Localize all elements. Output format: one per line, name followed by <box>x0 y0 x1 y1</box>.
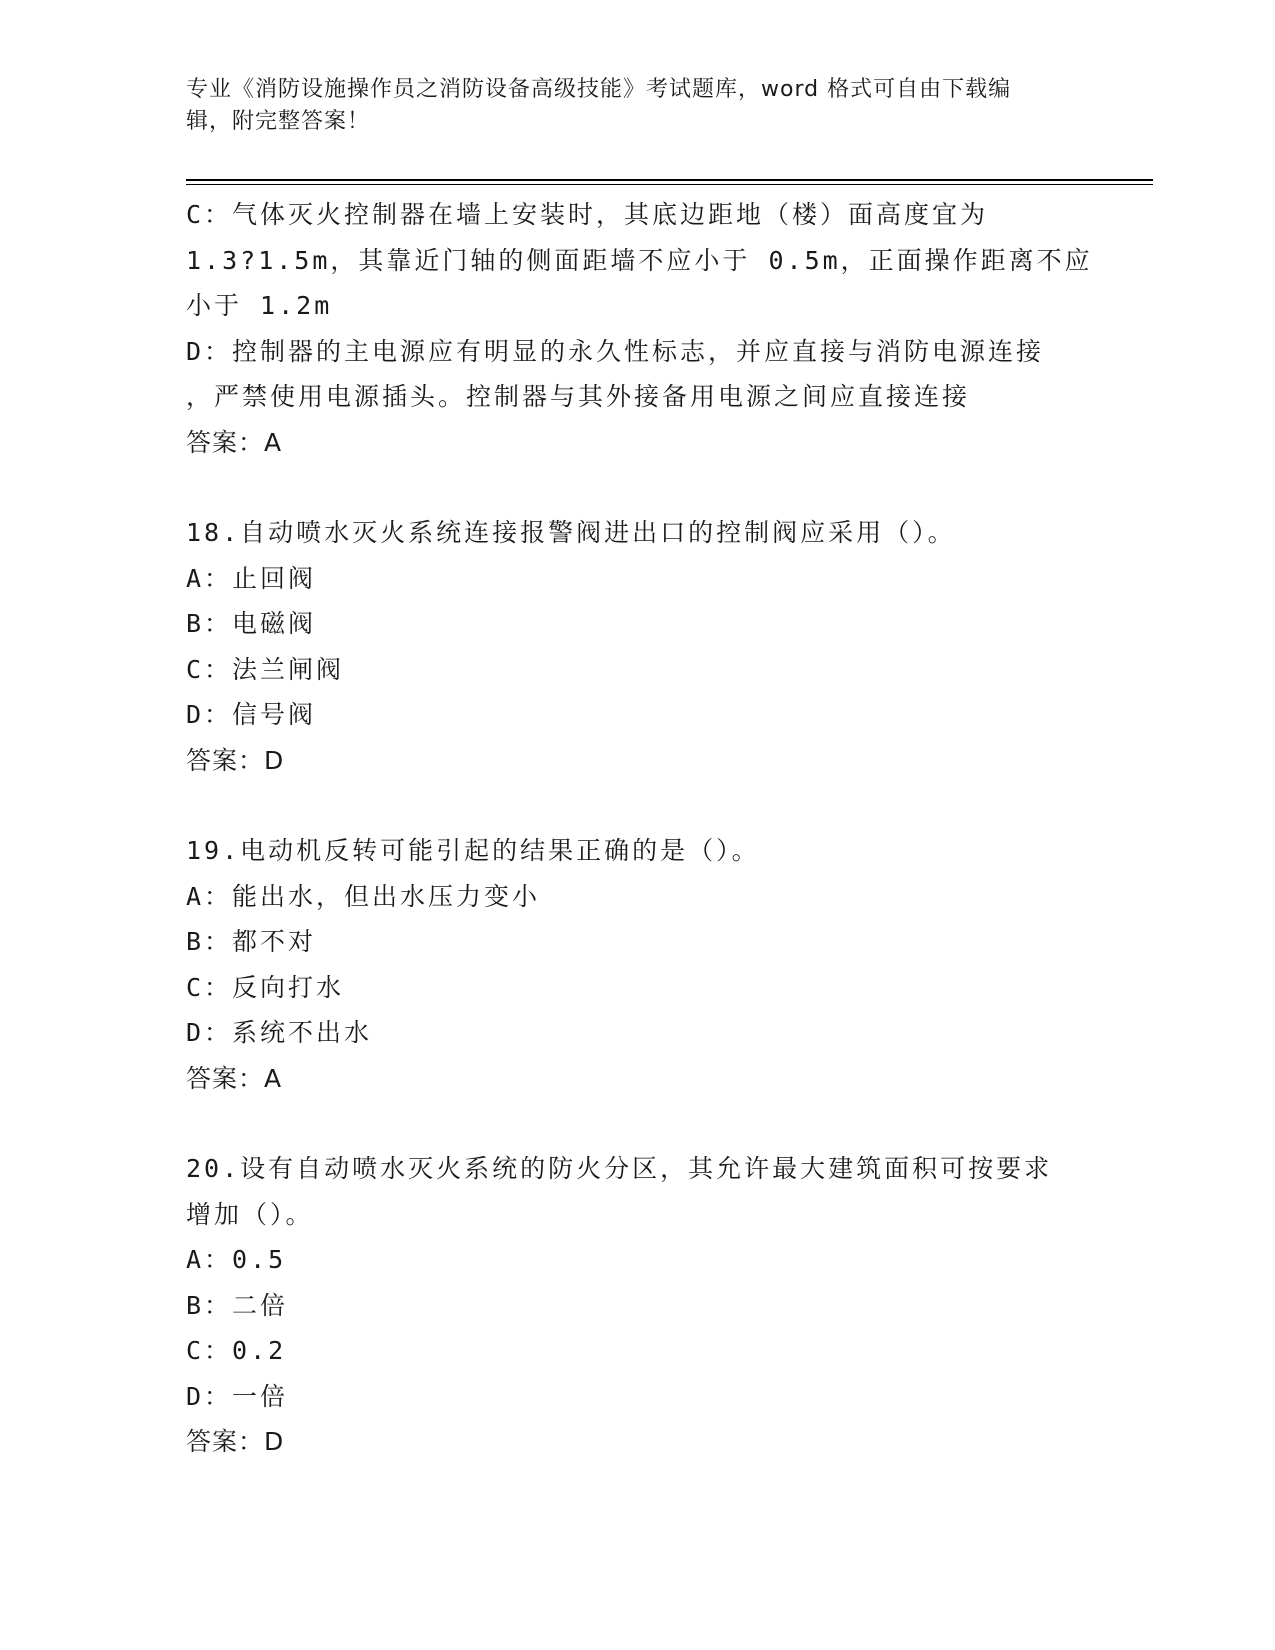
option-c: C：反向打水 <box>186 972 345 1002</box>
question-stem: 18.自动喷水灭火系统连接报警阀进出口的控制阀应采用（）。 <box>186 518 956 547</box>
header-line: 专业《消防设施操作员之消防设备高级技能》考试题库，word 格式可自由下载编 <box>186 77 1012 102</box>
option-c: C：法兰闸阀 <box>186 654 345 684</box>
question-stem: 20.设有自动喷水灭火系统的防火分区，其允许最大建筑面积可按要求 <box>186 1154 1053 1183</box>
option-b: B：二倍 <box>186 1290 289 1320</box>
option-c: C：气体灭火控制器在墙上安装时，其底边距地（楼）面高度宜为 <box>186 200 989 229</box>
document-header <box>186 74 1066 138</box>
option-d: D：信号阀 <box>186 700 317 729</box>
option-d: D：控制器的主电源应有明显的永久性标志，并应直接与消防电源连接 <box>186 336 1045 366</box>
question-20 <box>186 1146 1086 1465</box>
option-c: C：0.2 <box>186 1336 287 1365</box>
option-d-continued: ，严禁使用电源插头。控制器与其外接备用电源之间应直接连接 <box>186 382 971 411</box>
option-a: A：止回阀 <box>186 563 317 593</box>
question-stem: 19.电动机反转可能引起的结果正确的是（）。 <box>186 836 760 865</box>
header-divider-thick <box>186 179 1153 181</box>
answer: 答案：A <box>186 1063 283 1093</box>
answer: 答案：D <box>186 745 285 775</box>
previous-question <box>186 192 1093 465</box>
option-c-continued: 小于 1.2m <box>186 291 333 320</box>
option-d: D：系统不出水 <box>186 1018 373 1047</box>
answer: 答案：A <box>186 427 283 457</box>
question-19 <box>186 828 1086 1101</box>
question-content <box>186 192 1093 1465</box>
option-c-continued: 1.3?1.5m，其靠近门轴的侧面距墙不应小于 0.5m，正面操作距离不应 <box>186 245 1093 275</box>
header-divider-thin <box>186 184 1153 185</box>
question-18 <box>186 510 1086 783</box>
question-stem-continued: 增加（）。 <box>186 1199 314 1229</box>
option-a: A：0.5 <box>186 1245 287 1274</box>
option-b: B：都不对 <box>186 927 317 956</box>
option-a: A：能出水，但出水压力变小 <box>186 881 541 911</box>
option-b: B：电磁阀 <box>186 609 317 638</box>
option-d: D：一倍 <box>186 1381 289 1411</box>
answer: 答案：D <box>186 1427 285 1456</box>
header-line: 辑，附完整答案！ <box>186 109 371 134</box>
